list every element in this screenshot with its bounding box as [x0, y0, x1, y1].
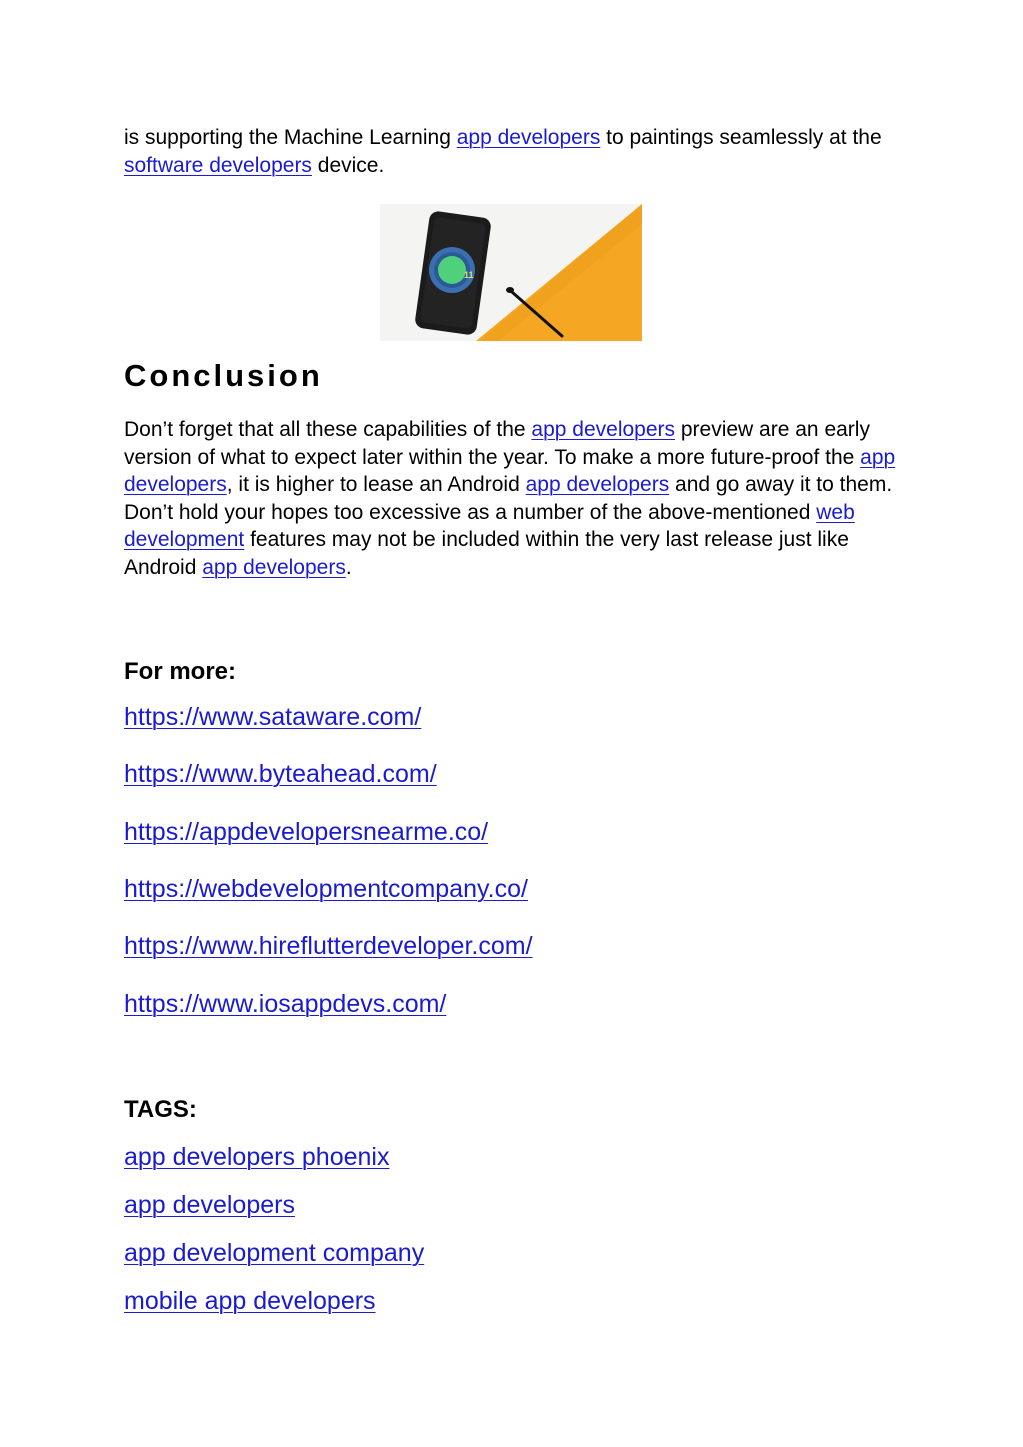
intro-text-3: device. — [311, 153, 385, 177]
intro-text-2: to paintings seamlessly at the — [600, 126, 882, 149]
for-more-heading: For more: — [124, 658, 237, 685]
conclusion-text-4: and go away it to them. Don’t hold your hopes too excessive as a number of the above-mentioned — [124, 473, 893, 524]
link-software-developers[interactable]: software developers — [124, 153, 312, 177]
android-11-badge: 11 — [464, 270, 474, 280]
link-app-developers[interactable]: app developers — [124, 445, 896, 497]
link-app-developers[interactable]: app developers — [202, 555, 346, 579]
conclusion-text-2: preview are an early version of what to expect later within the year. To make a more future-proof the — [124, 418, 870, 469]
conclusion-text-6: . — [345, 555, 352, 579]
conclusion-text-5: features may not be included within the very last release just like Android — [124, 528, 849, 579]
intro-paragraph — [124, 124, 914, 179]
conclusion-paragraph — [124, 416, 904, 582]
link-app-developers[interactable]: app developers — [525, 473, 670, 497]
link-sataware[interactable]: https://www.sataware.com/ — [124, 703, 422, 731]
android-phone-image — [380, 204, 642, 341]
tag-link-mobile-app-developers[interactable]: mobile app developers — [124, 1287, 376, 1315]
intro-text-1: is supporting the Machine Learning — [124, 126, 457, 149]
android-phone-illustration — [380, 204, 642, 341]
link-webdevelopmentcompany[interactable]: https://webdevelopmentcompany.co/ — [124, 875, 528, 903]
link-app-developers[interactable]: app developers — [456, 126, 601, 149]
link-byteahead[interactable]: https://www.byteahead.com/ — [124, 760, 437, 788]
conclusion-text-3: , it is higher to lease an Android — [226, 473, 526, 497]
tag-link-app-developers[interactable]: app developers — [124, 1191, 295, 1219]
conclusion-text-1: Don’t forget that all these capabilities of the — [124, 418, 532, 441]
tags-heading: TAGS: — [124, 1096, 197, 1123]
link-appdevelopersnearme[interactable]: https://appdevelopersnearme.co/ — [124, 818, 489, 846]
conclusion-heading: Conclusion — [124, 358, 323, 393]
link-app-developers[interactable]: app developers — [531, 418, 676, 441]
tag-link-app-developers-phoenix[interactable]: app developers phoenix — [124, 1143, 390, 1171]
link-iosappdevs[interactable]: https://www.iosappdevs.com/ — [124, 990, 447, 1018]
link-web-development[interactable]: web development — [124, 500, 855, 552]
link-hireflutterdeveloper[interactable]: https://www.hireflutterdeveloper.com/ — [124, 932, 533, 960]
tag-link-app-development-company[interactable]: app development company — [124, 1239, 425, 1267]
